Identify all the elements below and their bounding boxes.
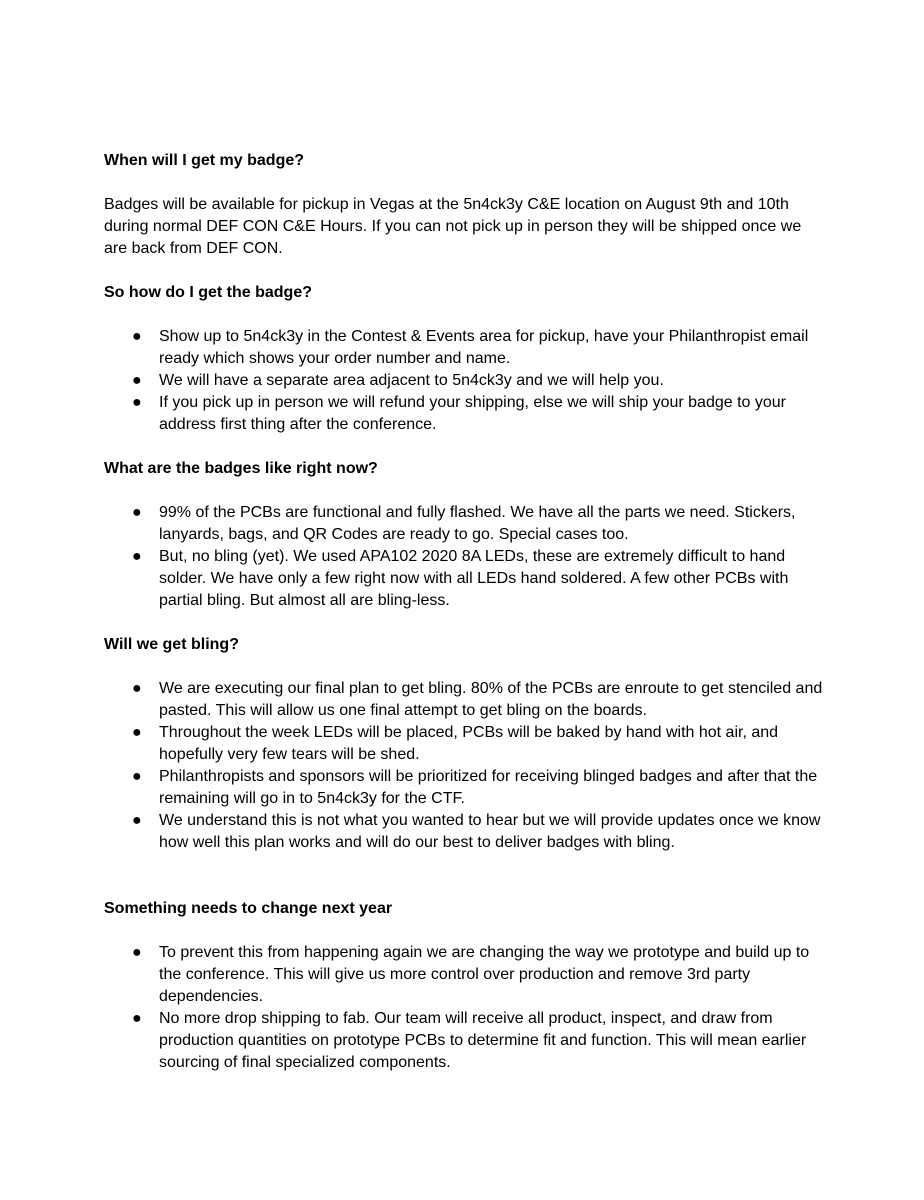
list-item: ● Philanthropists and sponsors will be prioritized for receiving blinged badges and after that the remaining will go in to 5n4ck3y for the CTF. <box>132 768 818 807</box>
list-item: ● We understand this is not what you wanted to hear but we will provide updates once we know how well this plan works and will do our best to deliver badges with bling. <box>132 812 821 851</box>
bullet-icon: ● <box>132 548 142 565</box>
list-item: ● But, no bling (yet). We used APA102 2020 8A LEDs, these are extremely difficult to hand solder. We have only a few right now with all LEDs hand soldered. A few other PCBs with partial bling. But almost all are bling-less. <box>132 548 789 609</box>
bullet-icon: ● <box>132 724 142 741</box>
list-item: ● If you pick up in person we will refund your shipping, else we will ship your badge to your address first thing after the conference. <box>132 394 786 433</box>
bullet-list-change-next-year <box>104 942 824 1074</box>
bullet-icon: ● <box>132 394 142 411</box>
bullet-icon: ● <box>132 504 142 521</box>
list-item: ● Show up to 5n4ck3y in the Contest & Events area for pickup, have your Philanthropist email ready which shows your order number and name. <box>132 328 809 367</box>
section-heading-when-badge: When will I get my badge? <box>104 152 305 169</box>
section-paragraph-when-badge: Badges will be available for pickup in Vegas at the 5n4ck3y C&E location on August 9th and 10th during normal DEF CON C&E Hours. If you can not pick up in person they will be shipped once we are back from DEF CON. <box>104 196 802 257</box>
bullet-list-how-get-badge <box>104 326 824 436</box>
section-heading-get-bling: Will we get bling? <box>104 636 239 653</box>
bullet-list-get-bling <box>104 678 824 854</box>
list-item: ● Throughout the week LEDs will be placed, PCBs will be baked by hand with hot air, and hopefully very few tears will be shed. <box>132 724 779 763</box>
bullet-icon: ● <box>132 768 142 785</box>
list-item: ● No more drop shipping to fab. Our team will receive all product, inspect, and draw from production quantities on prototype PCBs to determine fit and function. This will mean earlier sourcing of final specialized components. <box>132 1010 807 1071</box>
list-item: ● We will have a separate area adjacent to 5n4ck3y and we will help you. <box>104 370 824 392</box>
blank-line <box>104 876 824 898</box>
bullet-icon: ● <box>132 680 142 697</box>
bullet-list-badges-now <box>104 502 824 612</box>
list-item: ● We are executing our final plan to get bling. 80% of the PCBs are enroute to get stenciled and pasted. This will allow us one final attempt to get bling on the boards. <box>132 680 823 719</box>
list-item: ● To prevent this from happening again we are changing the way we prototype and build up to the conference. This will give us more control over production and remove 3rd party dependencies. <box>132 944 810 1005</box>
document-page <box>104 150 824 1096</box>
section-heading-change-next-year: Something needs to change next year <box>104 900 393 917</box>
bullet-icon: ● <box>132 944 142 961</box>
section-heading-badges-now: What are the badges like right now? <box>104 460 378 477</box>
bullet-icon: ● <box>132 812 142 829</box>
bullet-icon: ● <box>132 328 142 345</box>
bullet-icon: ● <box>132 372 142 389</box>
list-item: ● 99% of the PCBs are functional and fully flashed. We have all the parts we need. Stickers, lanyards, bags, and QR Codes are ready to go. Special cases too. <box>132 504 796 543</box>
section-heading-how-get-badge: So how do I get the badge? <box>104 284 312 301</box>
bullet-icon: ● <box>132 1010 142 1027</box>
